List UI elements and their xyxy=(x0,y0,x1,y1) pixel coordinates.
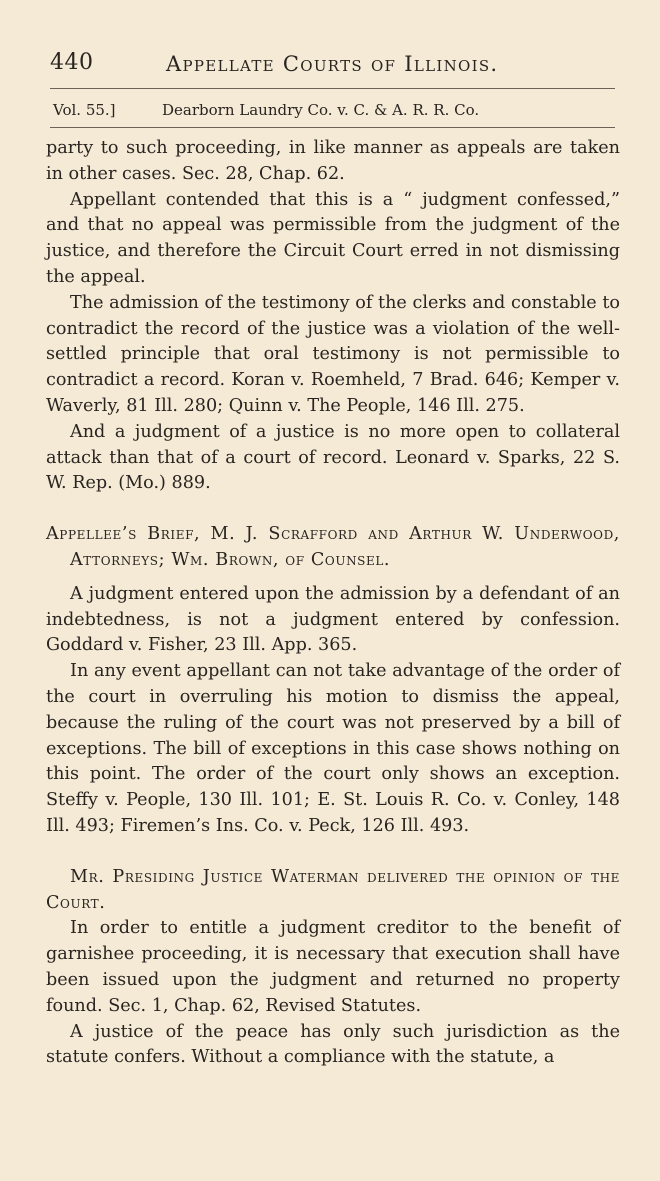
page-number: 440 xyxy=(50,50,94,75)
spacer xyxy=(46,840,620,865)
appellee-brief-heading: Appellee’s Brief, M. J. Scrafford and Arthur W. Underwood, Attorneys; Wm. Brown, of Counsel. xyxy=(46,524,620,570)
header-rule-bottom xyxy=(50,127,615,128)
paragraph: A justice of the peace has only such jurisdiction as the statute confers. Without a compliance with the statute, a xyxy=(46,1021,620,1068)
paragraph: In order to entitle a judgment creditor to the benefit of garnishee proceeding, it is necessary that execution shall have been issued upon the judgment and returned no property found. Sec. 1, Chap. 62, Revised Statutes. xyxy=(46,918,620,1016)
case-subheader xyxy=(50,100,615,122)
paragraph: The admission of the testimony of the clerks and constable to contradict the record of the justice was a violation of the well-settled principle that oral testimony is not permissible to contradict a record. Koran v. Roemheld, 7 Brad. 646; Kemper v. Waverly, 81 Ill. 280; Quinn v. The People, 146 Ill. 275. xyxy=(46,292,620,416)
running-title: Appellate Courts of Illinois. xyxy=(166,52,499,76)
page-header xyxy=(50,48,620,80)
opinion-heading: Mr. Presiding Justice Waterman delivered the opinion of the Court. xyxy=(46,866,620,913)
spacer xyxy=(46,497,620,522)
volume-label: Vol. 55.] xyxy=(53,101,116,119)
case-name: Dearborn Laundry Co. v. C. & A. R. R. Co. xyxy=(162,101,480,119)
paragraph: Appellant contended that this is a “ judgment confessed,” and that no appeal was permissible from the judgment of the justice, and therefore the Circuit Court erred in not dismissing the appeal. xyxy=(46,189,620,287)
header-rule-top xyxy=(50,88,615,89)
paragraph: party to such proceeding, in like manner as appeals are taken in other cases. Sec. 28, Chap. 62. xyxy=(46,138,620,184)
paragraph: And a judgment of a justice is no more open to collateral attack than that of a court of record. Leonard v. Sparks, 22 S. W. Rep. (Mo.) 889. xyxy=(46,421,620,494)
spacer xyxy=(46,574,620,582)
body-text xyxy=(46,136,620,1071)
paragraph: In any event appellant can not take advantage of the order of the court in overruling his motion to dismiss the appeal, because the ruling of the court was not preserved by a bill of exceptions. The bill of exceptions in this case shows nothing on this point. The order of the court only shows an exception. Steffy v. People, 130 Ill. 101; E. St. Louis R. Co. v. Conley, 148 Ill. 493; Firemen’s Ins. Co. v. Peck, 126 Ill. 493. xyxy=(46,661,620,836)
paragraph: A judgment entered upon the admission by a defendant of an indebtedness, is not a judgment entered by confession. Goddard v. Fisher, 23 Ill. App. 365. xyxy=(46,583,620,656)
